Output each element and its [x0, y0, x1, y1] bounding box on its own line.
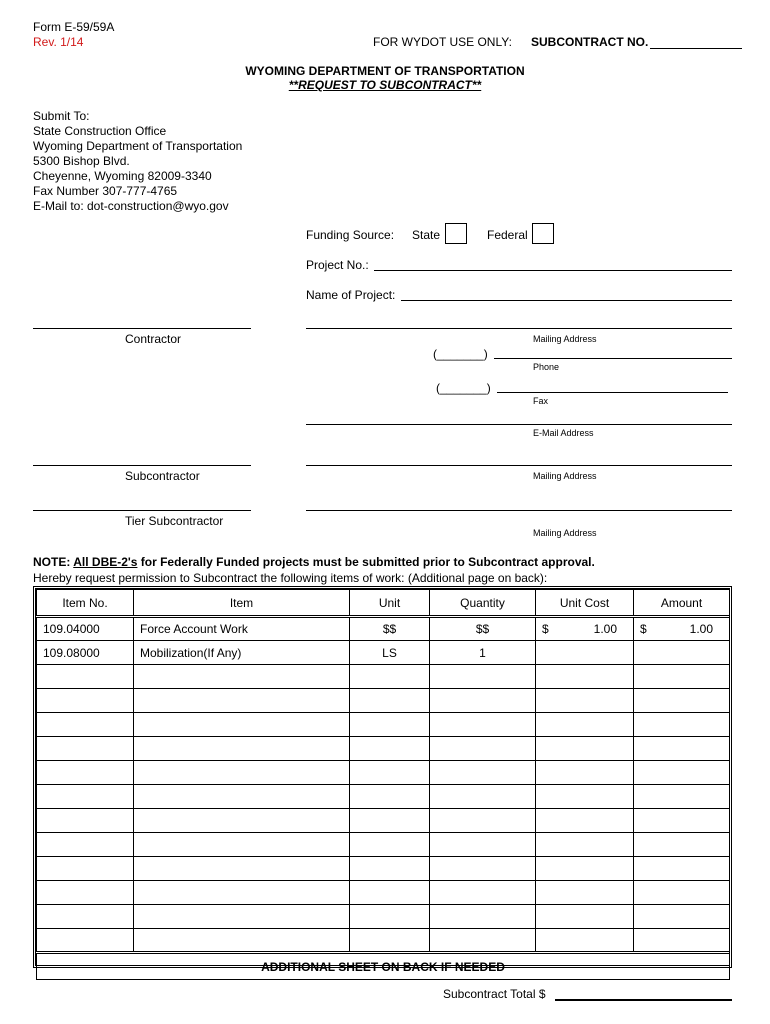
unit-cell[interactable] [350, 929, 430, 953]
currency-symbol: $ [640, 622, 647, 636]
table-row-empty [37, 689, 730, 713]
subcontractor-mailing-field[interactable] [306, 465, 732, 466]
item-no-cell[interactable] [37, 713, 134, 737]
amount-cell[interactable] [634, 833, 730, 857]
contractor-label: Contractor [125, 332, 182, 346]
table-row-empty [37, 905, 730, 929]
unit-cost-cell[interactable] [536, 617, 634, 641]
wydot-use-label: FOR WYDOT USE ONLY: [373, 35, 512, 49]
fax-field[interactable] [497, 392, 728, 393]
currency-symbol: $ [542, 622, 549, 636]
unit-cell[interactable] [350, 737, 430, 761]
amount-cell[interactable] [634, 737, 730, 761]
quantity-cell[interactable] [430, 689, 536, 713]
amount-cell[interactable] [634, 641, 730, 665]
office-name: State Construction Office [33, 124, 167, 138]
amount-cell[interactable] [634, 881, 730, 905]
federal-label: Federal [487, 228, 528, 242]
item-no-cell[interactable]: 109.08000 [37, 641, 134, 665]
unit-cell[interactable] [350, 689, 430, 713]
col-quantity: Quantity [430, 590, 536, 617]
state-label: State [412, 228, 441, 242]
tier-mailing-field[interactable] [306, 510, 732, 511]
note-prefix: NOTE: [33, 555, 71, 569]
form-subtitle: **REQUEST TO SUBCONTRACT** [288, 78, 482, 92]
submit-to-label: Submit To: [33, 109, 90, 123]
note-rest: for Federally Funded projects must be submitted prior to Subcontract approval. [137, 555, 595, 569]
unit-cost-cell[interactable] [536, 665, 634, 689]
item-cell[interactable]: Force Account Work [134, 617, 350, 641]
quantity-cell[interactable]: 1 [430, 641, 536, 665]
item-no-cell[interactable] [37, 929, 134, 953]
quantity-cell[interactable] [430, 761, 536, 785]
col-item: Item [134, 590, 350, 617]
item-no-cell[interactable] [37, 881, 134, 905]
quantity-cell[interactable]: $$ [430, 617, 536, 641]
col-unit: Unit [350, 590, 430, 617]
state-checkbox[interactable] [445, 223, 467, 244]
contractor-field[interactable] [33, 328, 251, 329]
amount-value: 1.00 [689, 622, 713, 636]
col-item-no: Item No. [37, 590, 134, 617]
amount-cell[interactable] [634, 689, 730, 713]
item-cell[interactable]: Mobilization(If Any) [134, 641, 350, 665]
amount-cell[interactable] [634, 809, 730, 833]
item-no-cell[interactable] [37, 761, 134, 785]
unit-cell[interactable] [350, 809, 430, 833]
dbe-note [33, 555, 595, 569]
table-row [37, 617, 730, 641]
item-cell[interactable] [134, 737, 350, 761]
contractor-mailing-field[interactable] [306, 328, 732, 329]
amount-cell[interactable] [634, 929, 730, 953]
subcontract-no-label: SUBCONTRACT NO. [531, 35, 649, 49]
quantity-cell[interactable] [430, 809, 536, 833]
project-name-field[interactable] [401, 300, 732, 301]
item-no-cell[interactable] [37, 689, 134, 713]
amount-cell[interactable] [634, 761, 730, 785]
quantity-cell[interactable] [430, 737, 536, 761]
col-amount: Amount [634, 590, 730, 617]
item-no-cell[interactable] [37, 905, 134, 929]
unit-cost-value: 1.00 [593, 622, 617, 636]
unit-cost-cell[interactable] [536, 809, 634, 833]
item-cell[interactable] [134, 857, 350, 881]
table-row-empty [37, 857, 730, 881]
item-no-cell[interactable] [37, 809, 134, 833]
table-row-empty [37, 713, 730, 737]
unit-cost-cell[interactable] [536, 713, 634, 737]
email-field[interactable] [306, 424, 732, 425]
note-underlined: All DBE-2's [73, 555, 138, 569]
subcontractor-mailing-label: Mailing Address [533, 471, 597, 481]
unit-cost-cell[interactable] [536, 929, 634, 953]
tier-subcontractor-label: Tier Subcontractor [125, 514, 224, 528]
project-no-label: Project No.: [306, 258, 369, 272]
table-row-empty [37, 881, 730, 905]
item-cell[interactable] [134, 833, 350, 857]
unit-cell[interactable] [350, 905, 430, 929]
fax-area-code[interactable]: (_______) [436, 381, 491, 395]
item-no-cell[interactable] [37, 833, 134, 857]
table-row-empty [37, 761, 730, 785]
unit-cost-cell[interactable] [536, 689, 634, 713]
quantity-cell[interactable] [430, 713, 536, 737]
federal-checkbox[interactable] [532, 223, 554, 244]
submit-to-block [33, 109, 242, 214]
item-cell[interactable] [134, 785, 350, 809]
unit-cost-cell[interactable] [536, 785, 634, 809]
item-cell[interactable] [134, 809, 350, 833]
tier-mailing-label: Mailing Address [533, 528, 597, 538]
unit-cell[interactable]: $$ [350, 617, 430, 641]
item-cell[interactable] [134, 713, 350, 737]
quantity-cell[interactable] [430, 665, 536, 689]
unit-cost-cell[interactable] [536, 641, 634, 665]
unit-cell[interactable] [350, 857, 430, 881]
subcontract-total-field[interactable] [555, 999, 732, 1001]
unit-cost-cell[interactable] [536, 833, 634, 857]
item-cell[interactable] [134, 905, 350, 929]
table-header-row [37, 590, 730, 617]
revision: Rev. 1/14 [33, 35, 84, 49]
permission-text: Hereby request permission to Subcontract the following items of work: (Additional page on back): [33, 571, 548, 585]
table-row-empty [37, 785, 730, 809]
col-unit-cost: Unit Cost [536, 590, 634, 617]
contractor-mailing-label: Mailing Address [533, 334, 597, 344]
table-row-empty [37, 737, 730, 761]
additional-sheet-note: ADDITIONAL SHEET ON BACK IF NEEDED [37, 953, 730, 980]
tier-subcontractor-field[interactable] [33, 510, 251, 511]
quantity-cell[interactable] [430, 785, 536, 809]
table-row-empty [37, 665, 730, 689]
unit-cell[interactable] [350, 713, 430, 737]
street-address: 5300 Bishop Blvd. [33, 154, 130, 168]
table-footer-row [37, 953, 730, 980]
unit-cell[interactable]: LS [350, 641, 430, 665]
dept-name: Wyoming Department of Transportation [33, 139, 243, 153]
amount-cell[interactable] [634, 665, 730, 689]
form-number: Form E-59/59A [33, 20, 115, 34]
table-row [37, 641, 730, 665]
quantity-cell[interactable] [430, 929, 536, 953]
unit-cost-cell[interactable] [536, 905, 634, 929]
amount-cell[interactable] [634, 713, 730, 737]
quantity-cell[interactable] [430, 857, 536, 881]
item-no-cell[interactable] [37, 665, 134, 689]
subcontractor-label: Subcontractor [125, 469, 200, 483]
project-no-field[interactable] [374, 270, 732, 271]
unit-cell[interactable] [350, 785, 430, 809]
amount-cell[interactable] [634, 857, 730, 881]
unit-cost-cell[interactable] [536, 857, 634, 881]
table-row-empty [37, 833, 730, 857]
unit-cell[interactable] [350, 881, 430, 905]
email-address-label: E-Mail Address [533, 428, 594, 438]
quantity-cell[interactable] [430, 905, 536, 929]
unit-cell[interactable] [350, 833, 430, 857]
funding-source-label: Funding Source: [306, 228, 395, 242]
city-address: Cheyenne, Wyoming 82009-3340 [33, 169, 212, 183]
item-no-cell[interactable]: 109.04000 [37, 617, 134, 641]
item-cell[interactable] [134, 689, 350, 713]
subcontractor-field[interactable] [33, 465, 251, 466]
amount-cell[interactable] [634, 617, 730, 641]
item-cell[interactable] [134, 761, 350, 785]
phone-field[interactable] [494, 358, 732, 359]
agency-title: WYOMING DEPARTMENT OF TRANSPORTATION [245, 64, 525, 78]
item-no-cell[interactable] [37, 737, 134, 761]
amount-cell[interactable] [634, 785, 730, 809]
fax-number: Fax Number 307-777-4765 [33, 184, 178, 198]
unit-cost-cell[interactable] [536, 881, 634, 905]
email-address: E-Mail to: dot-construction@wyo.gov [33, 199, 229, 213]
item-no-cell[interactable] [37, 785, 134, 809]
unit-cost-cell[interactable] [536, 761, 634, 785]
table-row-empty [37, 809, 730, 833]
table-row-empty [37, 929, 730, 953]
unit-cell[interactable] [350, 665, 430, 689]
quantity-cell[interactable] [430, 881, 536, 905]
item-cell[interactable] [134, 929, 350, 953]
item-cell[interactable] [134, 881, 350, 905]
fax-label: Fax [533, 396, 549, 406]
quantity-cell[interactable] [430, 833, 536, 857]
amount-cell[interactable] [634, 905, 730, 929]
unit-cell[interactable] [350, 761, 430, 785]
items-table [33, 586, 732, 974]
unit-cost-cell[interactable] [536, 737, 634, 761]
phone-area-code[interactable]: (_______) [433, 347, 488, 361]
item-no-cell[interactable] [37, 857, 134, 881]
item-cell[interactable] [134, 665, 350, 689]
subcontract-no-field[interactable] [650, 48, 742, 49]
subcontract-total-label: Subcontract Total $ [443, 987, 546, 1001]
phone-label: Phone [533, 362, 560, 372]
project-name-label: Name of Project: [306, 288, 396, 302]
